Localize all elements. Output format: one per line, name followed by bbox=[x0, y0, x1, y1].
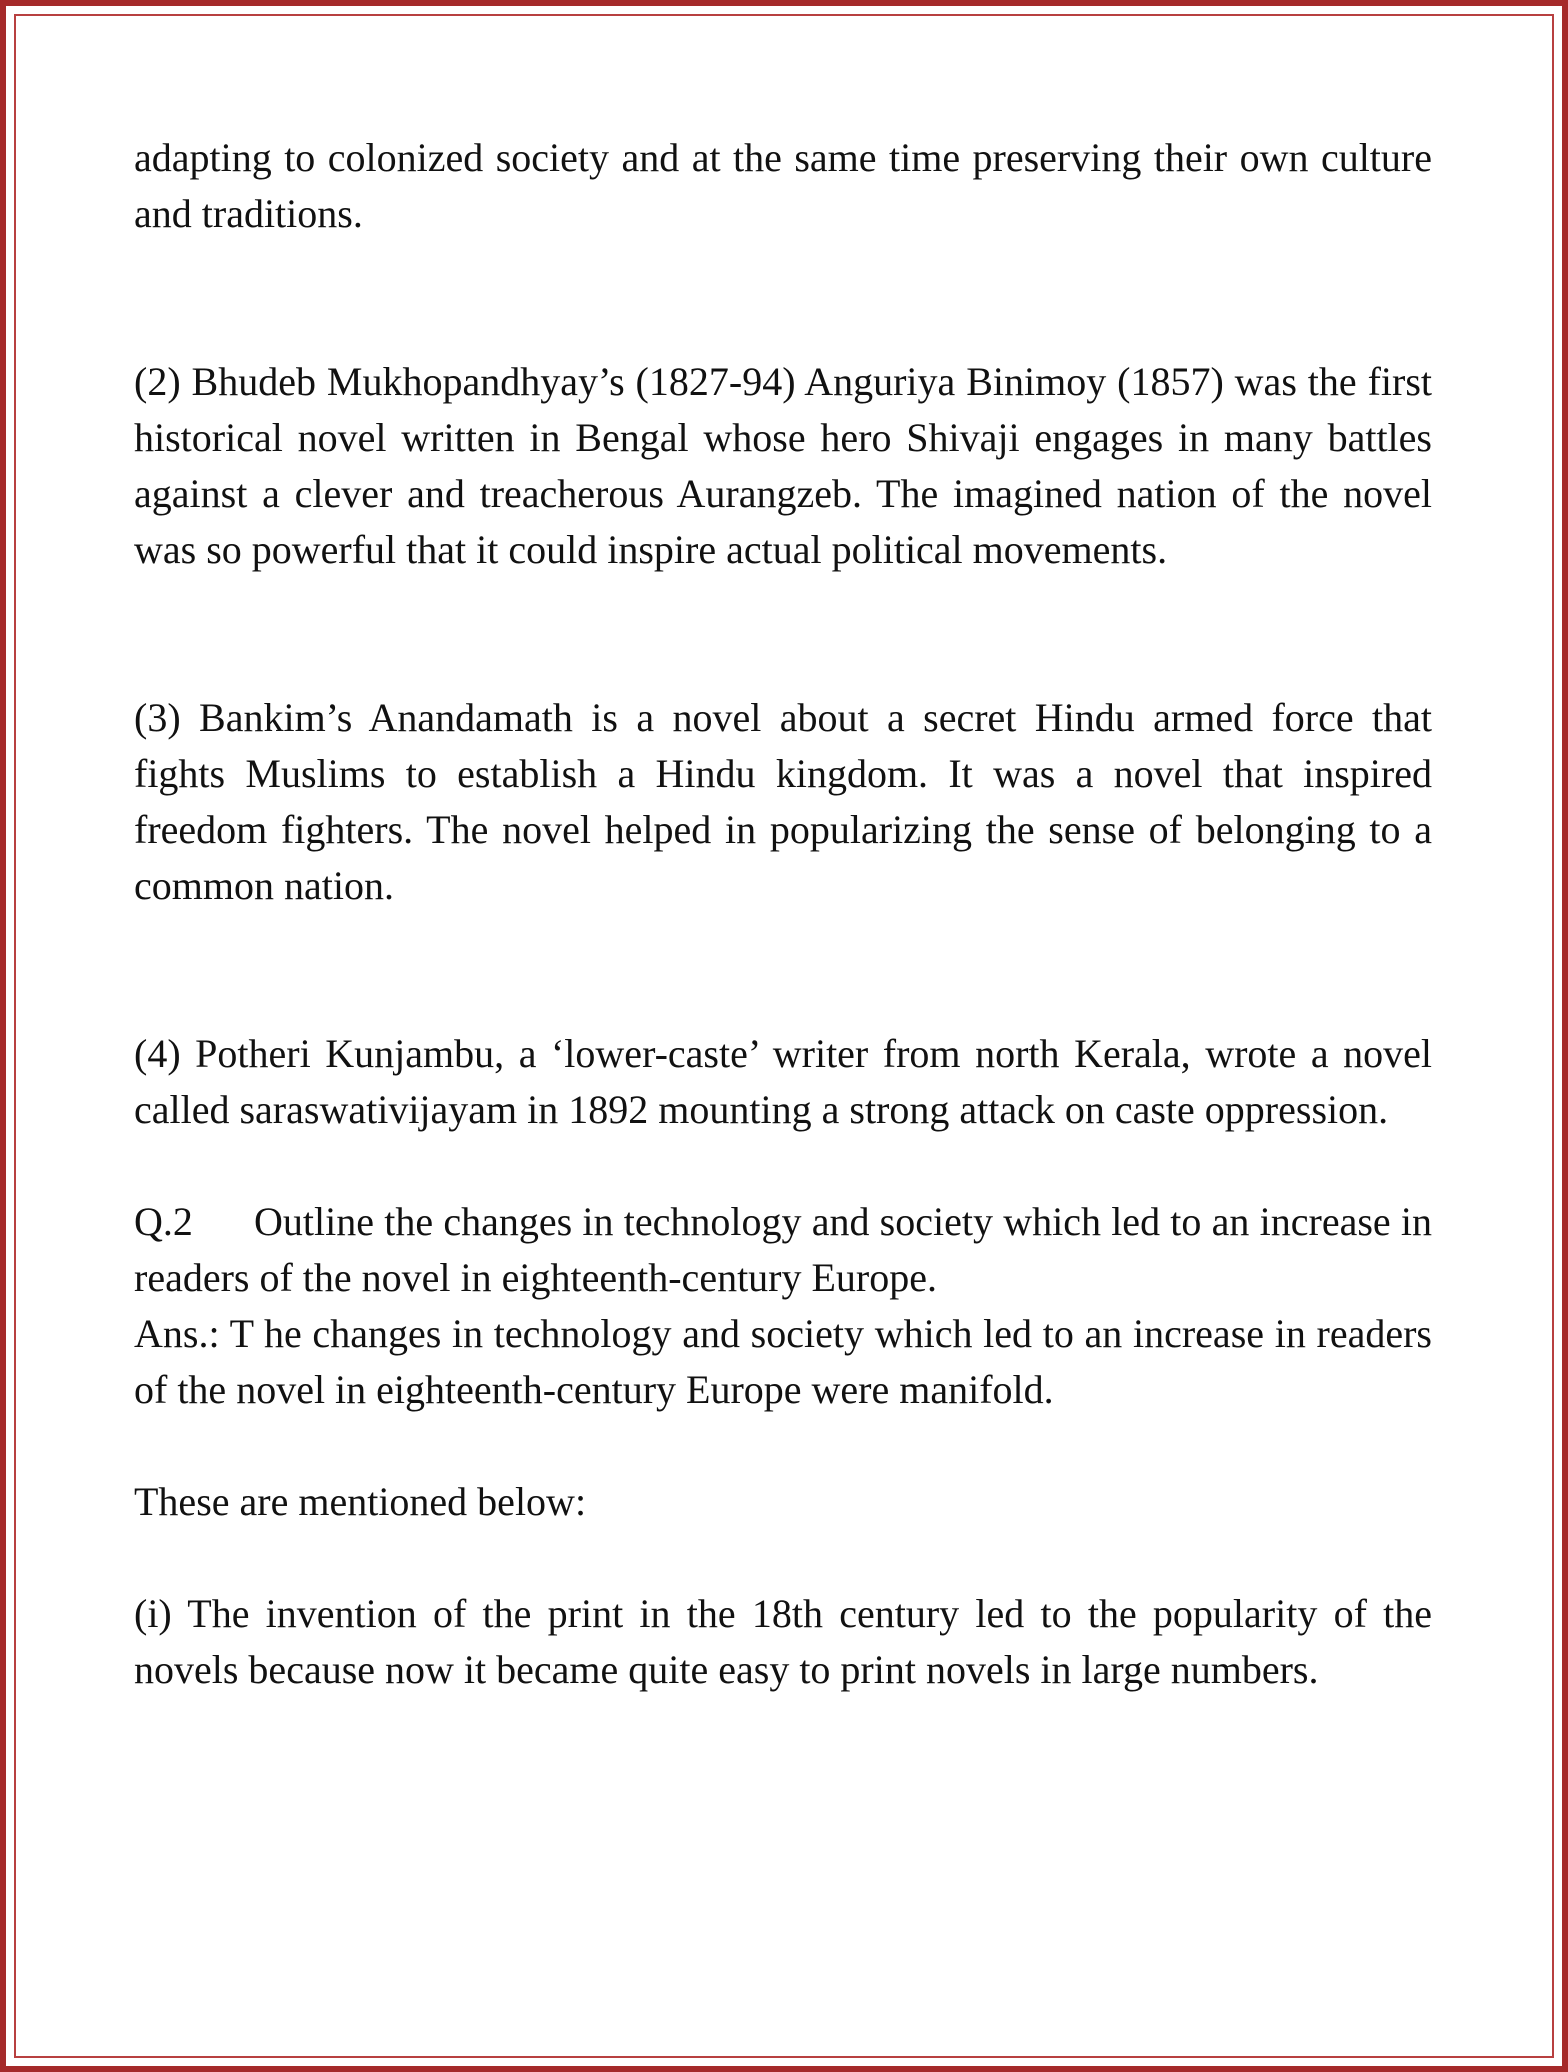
point-3-paragraph: (3) Bankim’s Anandamath is a novel about a secret Hindu armed force that fights Muslims to establish a Hindu kingdom. It was a novel that inspired freedom fighters. The novel helped in popularizing the sense of belonging to a common nation. bbox=[134, 695, 1432, 908]
point-4-paragraph: (4) Potheri Kunjambu, a ‘lower-caste’ writer from north Kerala, wrote a novel called saraswativijayam in 1892 mounting a strong attack on caste oppression. bbox=[134, 1031, 1432, 1132]
question-2 bbox=[134, 1194, 1432, 1306]
answer-paragraph bbox=[134, 1306, 1432, 1418]
spacer bbox=[134, 1418, 1432, 1474]
question-text: Outline the changes in technology and society which led to an increase in readers of the novel in eighteenth-century Europe. bbox=[134, 1199, 1432, 1300]
spacer bbox=[134, 242, 1432, 354]
spacer bbox=[134, 914, 1432, 1026]
answer-label: Ans.: bbox=[134, 1311, 220, 1356]
continuation-paragraph: adapting to colonized society and at the same time preserving their own culture and traditions. bbox=[134, 135, 1432, 236]
page-content bbox=[134, 130, 1432, 1698]
point-i-paragraph: (i) The invention of the print in the 18th century led to the popularity of the novels because now it became quite easy to print novels in large numbers. bbox=[134, 1591, 1432, 1692]
question-number: Q.2 bbox=[134, 1199, 193, 1244]
spacer bbox=[134, 578, 1432, 690]
spacer bbox=[134, 1530, 1432, 1586]
point-2-paragraph: (2) Bhudeb Mukhopandhyay’s (1827-94) Anguriya Binimoy (1857) was the first historical novel written in Bengal whose hero Shivaji engages in many battles against a clever and treacherous Aurangzeb. The imagined nation of the novel was so powerful that it could inspire actual political movements. bbox=[134, 359, 1432, 572]
intro-line: These are mentioned below: bbox=[134, 1479, 587, 1524]
answer-text: T he changes in technology and society which led to an increase in readers of the novel in eighteenth-century Europe were manifold. bbox=[134, 1311, 1432, 1412]
spacer bbox=[134, 1138, 1432, 1194]
